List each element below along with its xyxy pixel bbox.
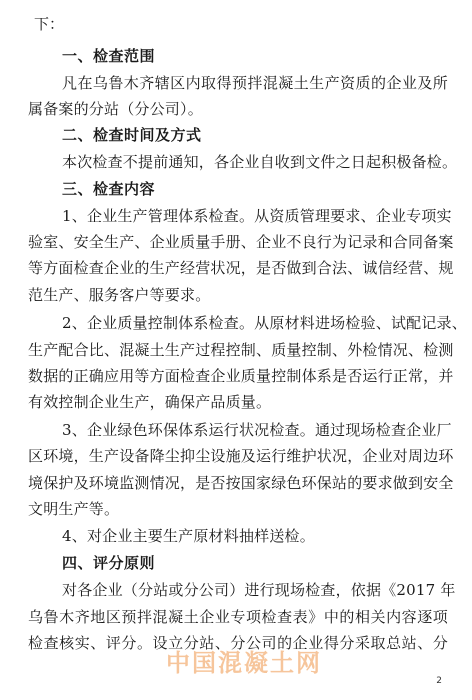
paragraph-line: 凡在乌鲁木齐辖区内取得预拌混凝土生产资质的企业及所 [62, 74, 448, 92]
paragraph-line: 属备案的分站（分公司）。 [28, 100, 203, 118]
paragraph-line: 生产配合比、混凝土生产过程控制、质量控制、外检情况、检测 [28, 341, 454, 359]
top-fragment: 下： [34, 15, 65, 33]
page-number: 2 [436, 676, 442, 686]
paragraph-line: 区环境，生产设备降尘抑尘设施及运行维护状况，企业对周边环 [28, 447, 454, 465]
section-heading-content: 三、检查内容 [62, 180, 156, 198]
section-heading-scope: 一、检查范围 [62, 47, 156, 65]
section-heading-time-method: 二、检查时间及方式 [62, 126, 202, 144]
paragraph-line: 乌鲁木齐地区预拌混凝土企业专项检查表》中的相关内容逐项 [28, 608, 448, 626]
paragraph-line: 4、对企业主要生产原材料抽样送检。 [62, 527, 315, 545]
paragraph-line: 境保护及环境监测情况，是否按国家绿色环保站的要求做到安全 [28, 474, 454, 492]
paragraph-line: 检查核实、评分。设立分站、分公司的企业得分采取总站、分 [28, 634, 448, 652]
paragraph-line: 等方面检查企业的生产经营状况，是否做到合法、诚信经营、规 [28, 259, 454, 277]
watermark-logo: 中国混凝土网 [166, 649, 322, 677]
paragraph-line: 本次检查不提前通知，各企业自收到文件之日起积极备检。 [62, 153, 458, 171]
paragraph-line: 范生产、服务客户等要求。 [28, 286, 211, 304]
paragraph-line: 1、企业生产管理体系检查。从资质管理要求、企业专项实 [62, 207, 452, 225]
paragraph-line: 有效控制企业生产，确保产品质量。 [28, 393, 272, 411]
paragraph-line: 3、企业绿色环保体系运行状况检查。通过现场检查企业厂 [62, 421, 452, 439]
paragraph-line: 2、企业质量控制体系检查。从原材料进场检验、试配记录、 [62, 314, 467, 332]
paragraph-line: 文明生产等。 [28, 500, 120, 518]
paragraph-line: 对各企业（分站或分公司）进行现场检查，依据《2017 年 [62, 581, 456, 599]
paragraph-line: 数据的正确应用等方面检查企业质量控制体系是否运行正常，并 [28, 367, 454, 385]
section-heading-scoring: 四、评分原则 [62, 554, 156, 572]
paragraph-line: 验室、安全生产、企业质量手册、企业不良行为记录和合同备案 [28, 233, 454, 251]
